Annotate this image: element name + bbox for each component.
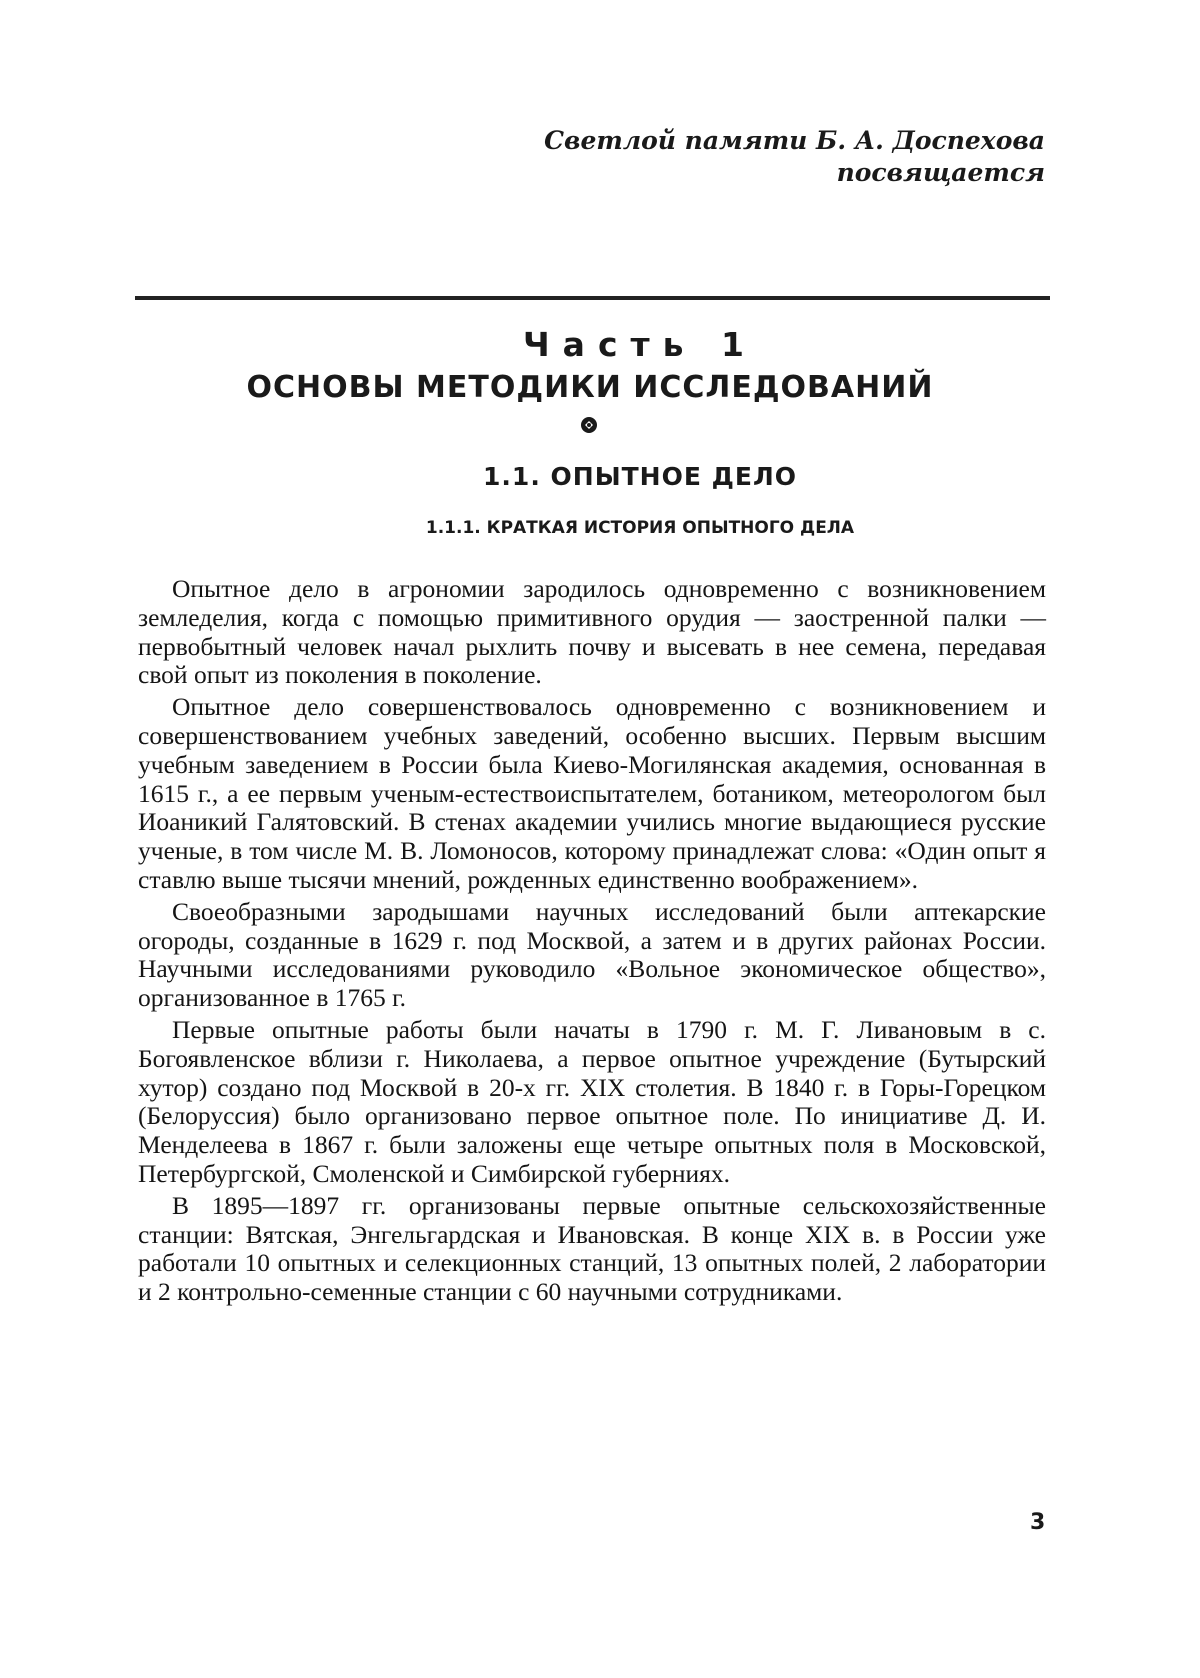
part-title: ОСНОВЫ МЕТОДИКИ ИССЛЕДОВАНИЙ xyxy=(246,370,934,405)
dedication-line-1: Светлой памяти Б. А. Доспехова xyxy=(544,126,1045,155)
part-label: Часть 1 xyxy=(523,325,757,364)
paragraph: В 1895—1897 гг. организованы первые опытные сельскохозяйственные станции: Вятская, Энгельгардская и Ивановская. В конце XIX в. в России уже работали 10 опытных и селекционных станций, 13 опытных полей, 2 лаборатории и 2 контрольно-семенные станции с 60 научными сотрудниками. xyxy=(138,1190,1046,1307)
body-text xyxy=(138,575,1046,1310)
section-title: 1.1. ОПЫТНОЕ ДЕЛО xyxy=(483,462,797,491)
paragraph: Своеобразными зародышами научных исследований были аптекарские огороды, созданные в 1629 г. под Москвой, а затем и в других районах России. Научными исследованиями руководило «Вольное экономическое общество», организованное в 1765 г. xyxy=(138,896,1046,1013)
dedication xyxy=(544,125,1045,189)
paragraph: Первые опытные работы были начаты в 1790 г. М. Г. Ливановым в с. Богоявленское вблизи г. Николаева, а первое опытное учреждение (Бутырский хутор) создано под Москвой в 20-х гг. XIX столетия. В 1840 г. в Горы-Горецком (Белоруссия) было организовано первое опытное поле. По инициативе Д. И. Менделеева в 1867 г. были заложены еще четыре опытных поля в Московской, Петербургской, Смоленской и Симбирской губерниях. xyxy=(138,1014,1046,1188)
horizontal-rule xyxy=(135,296,1050,300)
paragraph: Опытное дело совершенствовалось одновременно с возникновением и совершенствованием учебных заведений, особенно высших. Первым высшим учебным заведением в России была Киево-Могилянская академия, основанная в 1615 г., а ее первым ученым-естествоиспытателем, ботаником, метеорологом был Иоаникий Галятовский. В стенах академии учились многие выдающиеся русские ученые, в том числе М. В. Ломоносов, которому принадлежат слова: «Один опыт я ставлю выше тысячи мнений, рожденных единственно воображением». xyxy=(138,692,1046,894)
dedication-line-2: посвящается xyxy=(836,158,1045,187)
paragraph: Опытное дело в агрономии зародилось одновременно с возникновением земледелия, когда с помощью примитивного орудия — заостренной палки — первобытный человек начал рыхлить почву и высевать в нее семена, передавая свой опыт из поколения в поколение. xyxy=(138,574,1046,690)
ornament-icon xyxy=(580,416,598,434)
subsection-title: 1.1.1. КРАТКАЯ ИСТОРИЯ ОПЫТНОГО ДЕЛА xyxy=(425,518,855,538)
page-number: 3 xyxy=(1030,1510,1046,1535)
